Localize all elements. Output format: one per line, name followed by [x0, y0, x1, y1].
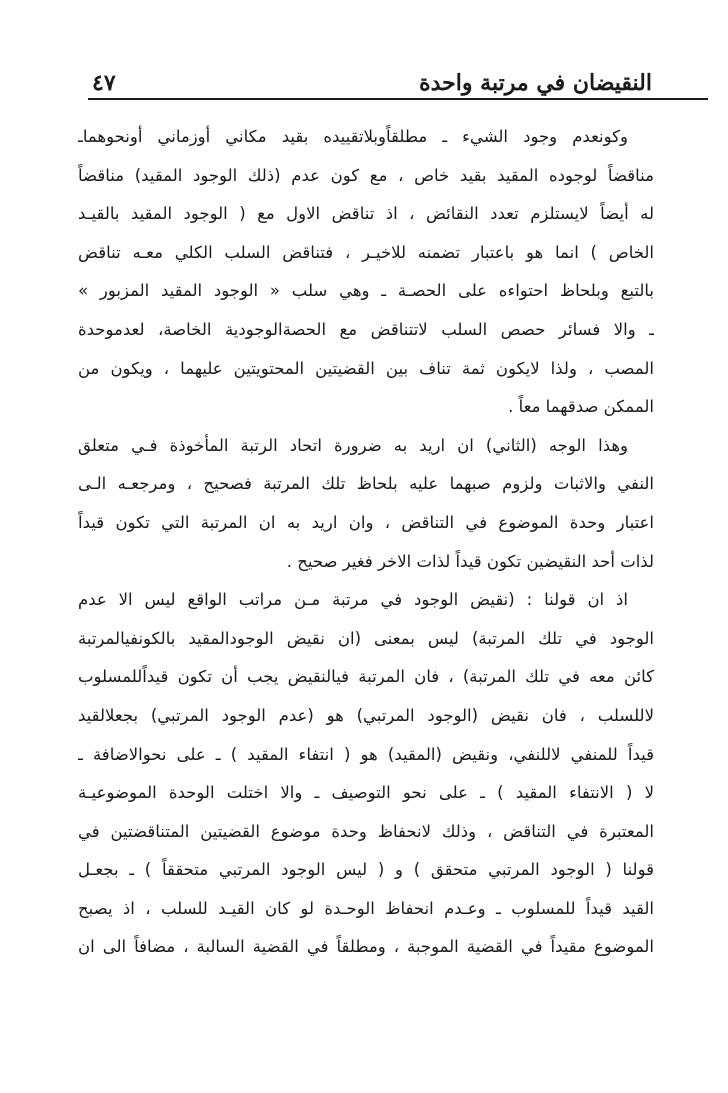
text-line: ـ والا فسائر حصص السلب لاتتناقض مع الحصةالوجودية الخاصة، لعدموحدة — [78, 319, 654, 339]
text-line: القيد قيداً للمسلوب ـ وعـدم انحفاظ الوحـدة لو كان القيـد للسلب ، اذ يصبح — [78, 898, 654, 918]
text-line: اذ ان قولنا : (نقيض الوجود في مرتبة مـن مراتب الواقع ليس الا عدم — [78, 590, 628, 610]
text-line: قولنا ( الوجود المرتبي متحقق ) و ( ليس الوجود المرتبي متحققاً ) ـ بجعـل — [78, 860, 654, 880]
text-line: لاللسلب ، فان نقيض (الوجود المرتبي) هو (عدم الوجود المرتبي) بجعلالقيد — [78, 705, 654, 725]
text-line: الوجود في تلك المرتبة) ليس بمعنى (ان نقيض الوجودالمقيد بالكونفيالمرتبة — [78, 628, 654, 648]
text-line: وهذا الوجه (الثاني) ان اريد به ضرورة اتحاد الرتبة المأخوذة فـي متعلق — [78, 435, 628, 455]
text-line: وكونعدم وجود الشيء ـ مطلقاًوبلاتقييده بقيد مكاني أوزماني أونحوهماـ — [78, 127, 628, 146]
text-line: الموضوع مقيداً في القضية الموجبة ، ومطلقاً في القضية السالبة ، مضافاً الى ان — [78, 937, 654, 957]
text-line: مناقضاً لوجوده المقيد بقيد خاص ، مع كون عدم (ذلك الوجود المقيد) مناقضاً — [78, 165, 654, 185]
text-line: المعتبرة في التناقض ، وذلك لانحفاظ وحدة موضوع القضيتين المتناقضتين في — [78, 821, 654, 841]
text-line: الخاص ) انما هو باعتبار تضمنه للاخيـر ، فتناقض السلب الكلي معـه تناقض — [78, 242, 654, 262]
page-header — [92, 60, 652, 96]
text-line: له أيضاً لايستلزم تعدد النقائض ، اذ تناقض الاول مع ( الوجود المقيد بالقيـد — [78, 204, 654, 224]
text-line: كائن معه في تلك المرتبة) ، فان المرتبة فيالنقيض يجب أن تكون قيداًللمسلوب — [78, 667, 654, 687]
header-rule — [88, 98, 708, 100]
text-line: لا ( الانتفاء المقيد ) ـ على نحو التوصيف ـ والا اختلت الوحدة الموضوعيـة — [78, 783, 654, 803]
page-number: ٤٧ — [92, 70, 116, 96]
running-title: النقيضان في مرتبة واحدة — [419, 70, 652, 96]
text-line: اعتبار وحدة الموضوع في التناقض ، وان اريد به ان المرتبة التي تكون قيداً — [78, 512, 654, 532]
body-text — [78, 118, 654, 967]
text-line: بالتبع وبلحاظ احتواءه على الحصـة ـ وهي سلب « الوجود المقيد المزبور » — [78, 281, 654, 301]
text-line: النفي والاثبات ولزوم صبهما عليه بلحاظ تلك المرتبة فصحيح ، ومرجعـه الـى — [78, 474, 654, 494]
text-line: المصب ، ولذا لايكون ثمة تناف بين القضيتين المحتويتين عليهما ، ويكون من — [78, 358, 654, 378]
text-line: قيداً للمنفي لاللنفي، ونقيض (المقيد) هو ( انتفاء المقيد ) ـ على نحوالاضافة ـ — [78, 744, 654, 764]
text-line: لذات أحد النقيضين تكون قيداً لذات الاخر فغير صحيح . — [286, 551, 654, 571]
text-line: الممكن صدقهما معاً . — [508, 397, 654, 417]
